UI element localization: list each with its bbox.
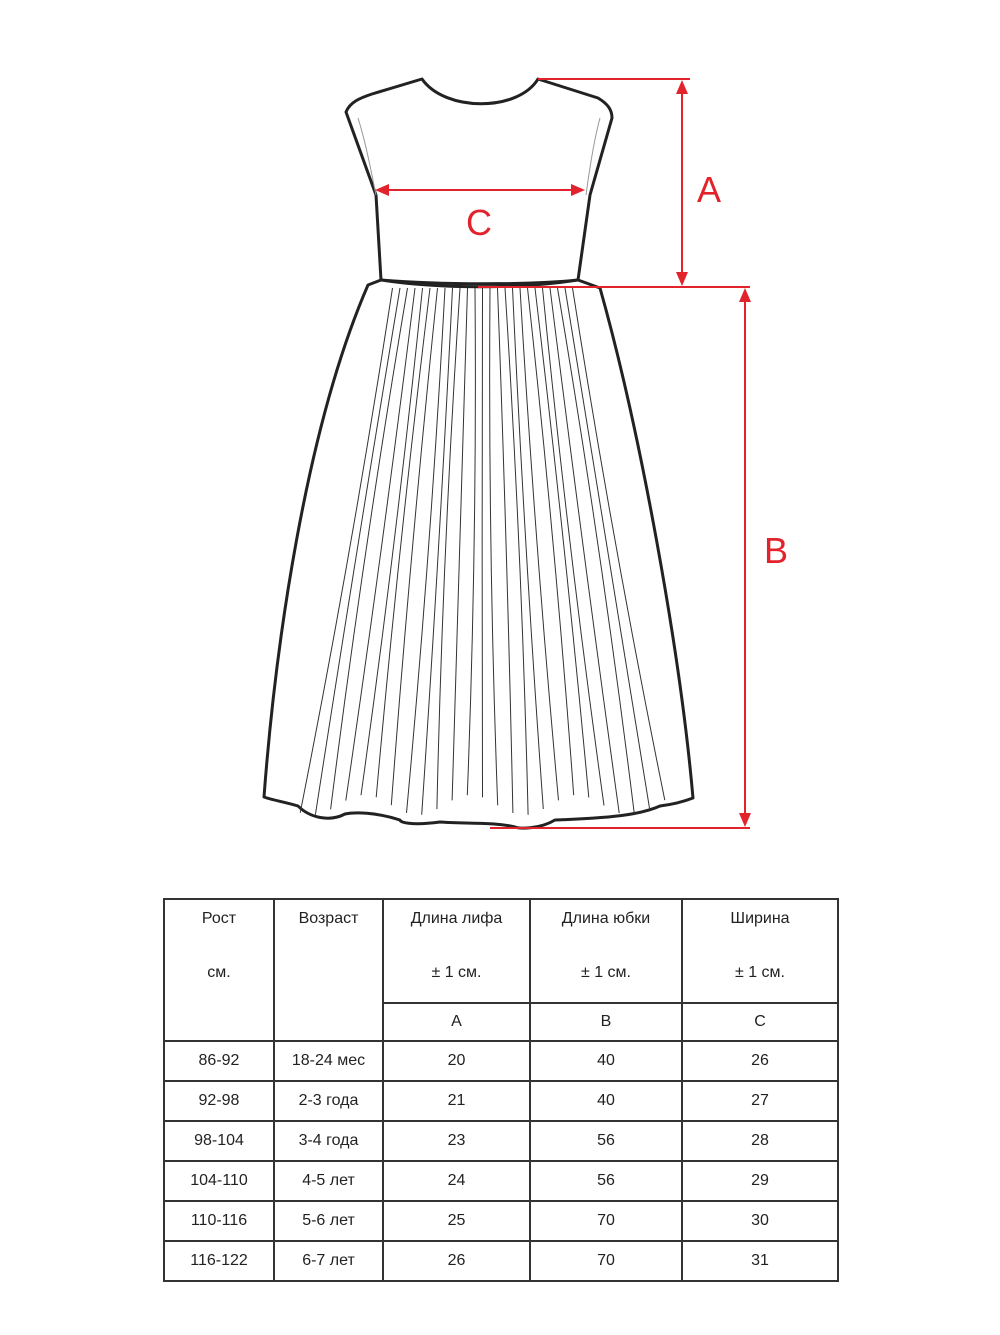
cell-height: 86-92 (164, 1041, 274, 1081)
cell-skirt-length: 56 (530, 1161, 682, 1201)
cell-height: 98-104 (164, 1121, 274, 1161)
cell-height: 116-122 (164, 1241, 274, 1281)
cell-skirt-length: 40 (530, 1041, 682, 1081)
dimension-b-arrow-top (739, 288, 751, 302)
cell-skirt-length: 56 (530, 1121, 682, 1161)
header-letter-c: C (682, 1003, 838, 1041)
cell-bodice-length: 25 (383, 1201, 530, 1241)
cell-bodice-length: 26 (383, 1241, 530, 1281)
dimension-a-arrow-bottom (676, 272, 688, 286)
table-row (164, 1161, 838, 1201)
dimension-b-label: B (764, 530, 789, 571)
header-height (164, 899, 274, 1041)
dress-skirt (264, 280, 693, 828)
header-width (682, 899, 838, 1003)
cell-skirt-length: 70 (530, 1241, 682, 1281)
dress-drawing (264, 79, 693, 828)
cell-width: 28 (682, 1121, 838, 1161)
header-skirt-length (530, 899, 682, 1003)
cell-bodice-length: 24 (383, 1161, 530, 1201)
header-age (274, 899, 383, 1041)
table-row (164, 1081, 838, 1121)
cell-age: 5-6 лет (274, 1201, 383, 1241)
header-letter-a: A (383, 1003, 530, 1041)
table-row (164, 1201, 838, 1241)
table-row (164, 1041, 838, 1081)
table-row (164, 1241, 838, 1281)
header-bodice-length (383, 899, 530, 1003)
cell-age: 3-4 года (274, 1121, 383, 1161)
dimension-c-label: C (466, 202, 492, 243)
cell-age: 6-7 лет (274, 1241, 383, 1281)
cell-width: 31 (682, 1241, 838, 1281)
header-age-title: Возраст (298, 910, 359, 927)
table-header-row (164, 899, 838, 1003)
dimension-b-arrow-bottom (739, 813, 751, 827)
cell-bodice-length: 23 (383, 1121, 530, 1161)
header-width-tolerance: ± 1 см. (734, 964, 785, 981)
cell-width: 26 (682, 1041, 838, 1081)
header-skirt-length-title: Длина юбки (561, 910, 651, 927)
dimension-a-label: A (697, 169, 722, 210)
cell-skirt-length: 70 (530, 1201, 682, 1241)
cell-width: 29 (682, 1161, 838, 1201)
header-height-unit: см. (207, 964, 231, 981)
cell-age: 2-3 года (274, 1081, 383, 1121)
cell-bodice-length: 20 (383, 1041, 530, 1081)
header-width-title: Ширина (730, 910, 790, 927)
cell-bodice-length: 21 (383, 1081, 530, 1121)
cell-skirt-length: 40 (530, 1081, 682, 1121)
dress-bodice (346, 79, 612, 284)
cell-width: 27 (682, 1081, 838, 1121)
size-table (163, 898, 839, 1282)
header-height-title: Рост (201, 910, 237, 927)
cell-height: 104-110 (164, 1161, 274, 1201)
cell-width: 30 (682, 1201, 838, 1241)
cell-height: 92-98 (164, 1081, 274, 1121)
cell-age: 18-24 мес (274, 1041, 383, 1081)
dimension-a-arrow-top (676, 80, 688, 94)
header-letter-b: B (530, 1003, 682, 1041)
header-skirt-length-tolerance: ± 1 см. (580, 964, 631, 981)
header-bodice-length-tolerance: ± 1 см. (431, 964, 482, 981)
header-bodice-length-title: Длина лифа (410, 910, 503, 927)
cell-height: 110-116 (164, 1201, 274, 1241)
table-row (164, 1121, 838, 1161)
cell-age: 4-5 лет (274, 1161, 383, 1201)
